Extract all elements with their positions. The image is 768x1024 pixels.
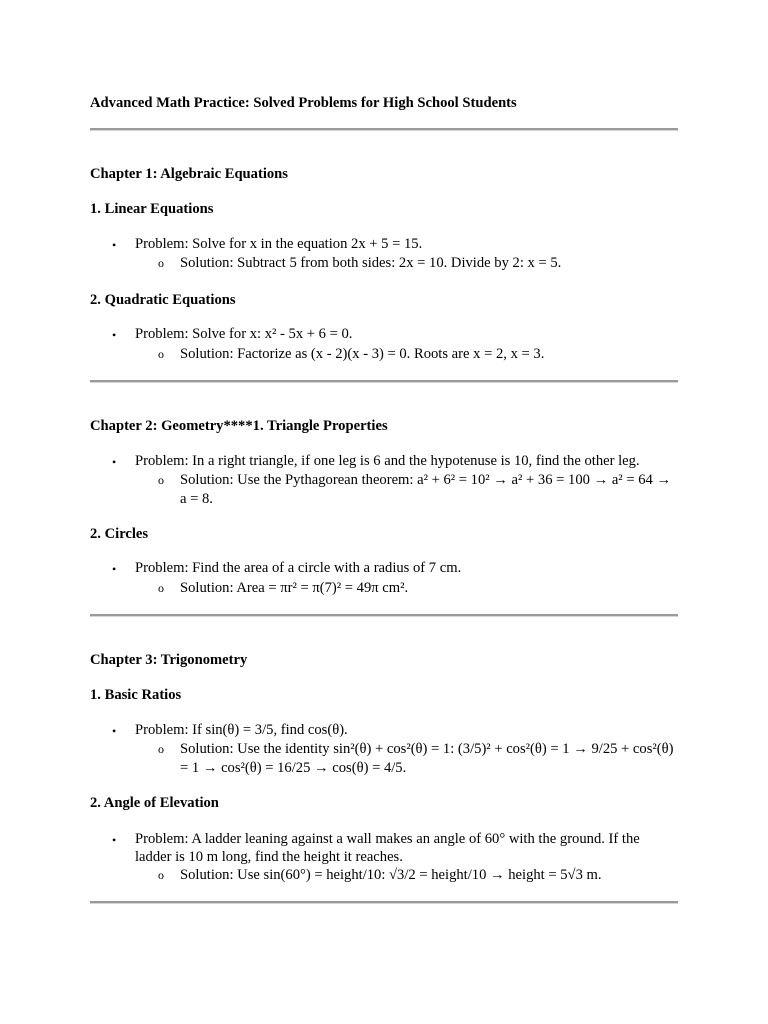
sub-bullet-icon: o — [158, 868, 164, 882]
horizontal-rule — [90, 614, 678, 617]
bullet-icon: • — [112, 455, 117, 469]
problem-text: Problem: If sin(θ) = 3/5, find cos(θ). — [135, 722, 348, 738]
problem-text: Problem: Solve for x in the equation 2x + 5 = 15. — [135, 236, 423, 252]
section-circles-heading: 2. Circles — [90, 526, 149, 542]
solution-text: Solution: Factorize as (x - 2)(x - 3) = 0. Roots are x = 2, x = 3. — [180, 346, 545, 362]
solution-text: Solution: Subtract 5 from both sides: 2x = 10. Divide by 2: x = 5. — [180, 255, 562, 271]
section-basic-ratios-heading: 1. Basic Ratios — [90, 687, 182, 703]
chapter-3-heading: Chapter 3: Trigonometry — [90, 652, 248, 668]
horizontal-rule — [90, 380, 678, 383]
solution-text: Solution: Area = πr² = π(7)² = 49π cm². — [180, 580, 409, 596]
solution-text: Solution: Use the Pythagorean theorem: a² + 6² = 10² → a² + 36 = 100 → a² = 64 → a = 8. — [180, 472, 672, 507]
bullet-icon: • — [112, 833, 117, 847]
bullet-icon: • — [112, 562, 117, 576]
problem-text: Problem: Solve for x: x² - 5x + 6 = 0. — [135, 326, 353, 342]
solution-text: Solution: Use sin(60°) = height/10: √3/2 = height/10 → height = 5√3 m. — [180, 867, 602, 883]
sub-bullet-icon: o — [158, 347, 164, 361]
problem-text: Problem: A ladder leaning against a wall makes an angle of 60° with the ground. If the ladder is 10 m long, find the height it reaches. — [135, 831, 640, 865]
bullet-icon: • — [112, 724, 117, 738]
section-quadratic-equations-heading: 2. Quadratic Equations — [90, 292, 236, 308]
chapter-1-heading: Chapter 1: Algebraic Equations — [90, 166, 288, 182]
sub-bullet-icon: o — [158, 581, 164, 595]
horizontal-rule — [90, 128, 678, 131]
section-angle-of-elevation-heading: 2. Angle of Elevation — [90, 795, 219, 811]
horizontal-rule — [90, 901, 678, 904]
chapter-2-heading: Chapter 2: Geometry****1. Triangle Properties — [90, 418, 388, 434]
problem-text: Problem: In a right triangle, if one leg is 6 and the hypotenuse is 10, find the other leg. — [135, 453, 640, 469]
sub-bullet-icon: o — [158, 742, 164, 756]
bullet-icon: • — [112, 328, 117, 342]
section-linear-equations-heading: 1. Linear Equations — [90, 201, 214, 217]
sub-bullet-icon: o — [158, 256, 164, 270]
sub-bullet-icon: o — [158, 473, 164, 487]
problem-text: Problem: Find the area of a circle with a radius of 7 cm. — [135, 560, 462, 576]
bullet-icon: • — [112, 238, 117, 252]
solution-text: Solution: Use the identity sin²(θ) + cos²(θ) = 1: (3/5)² + cos²(θ) = 1 → 9/25 + cos²(θ) = 1 → cos²(θ) = 16/25 → cos(θ) = 4/5. — [180, 741, 674, 776]
document-title: Advanced Math Practice: Solved Problems for High School Students — [90, 95, 517, 111]
